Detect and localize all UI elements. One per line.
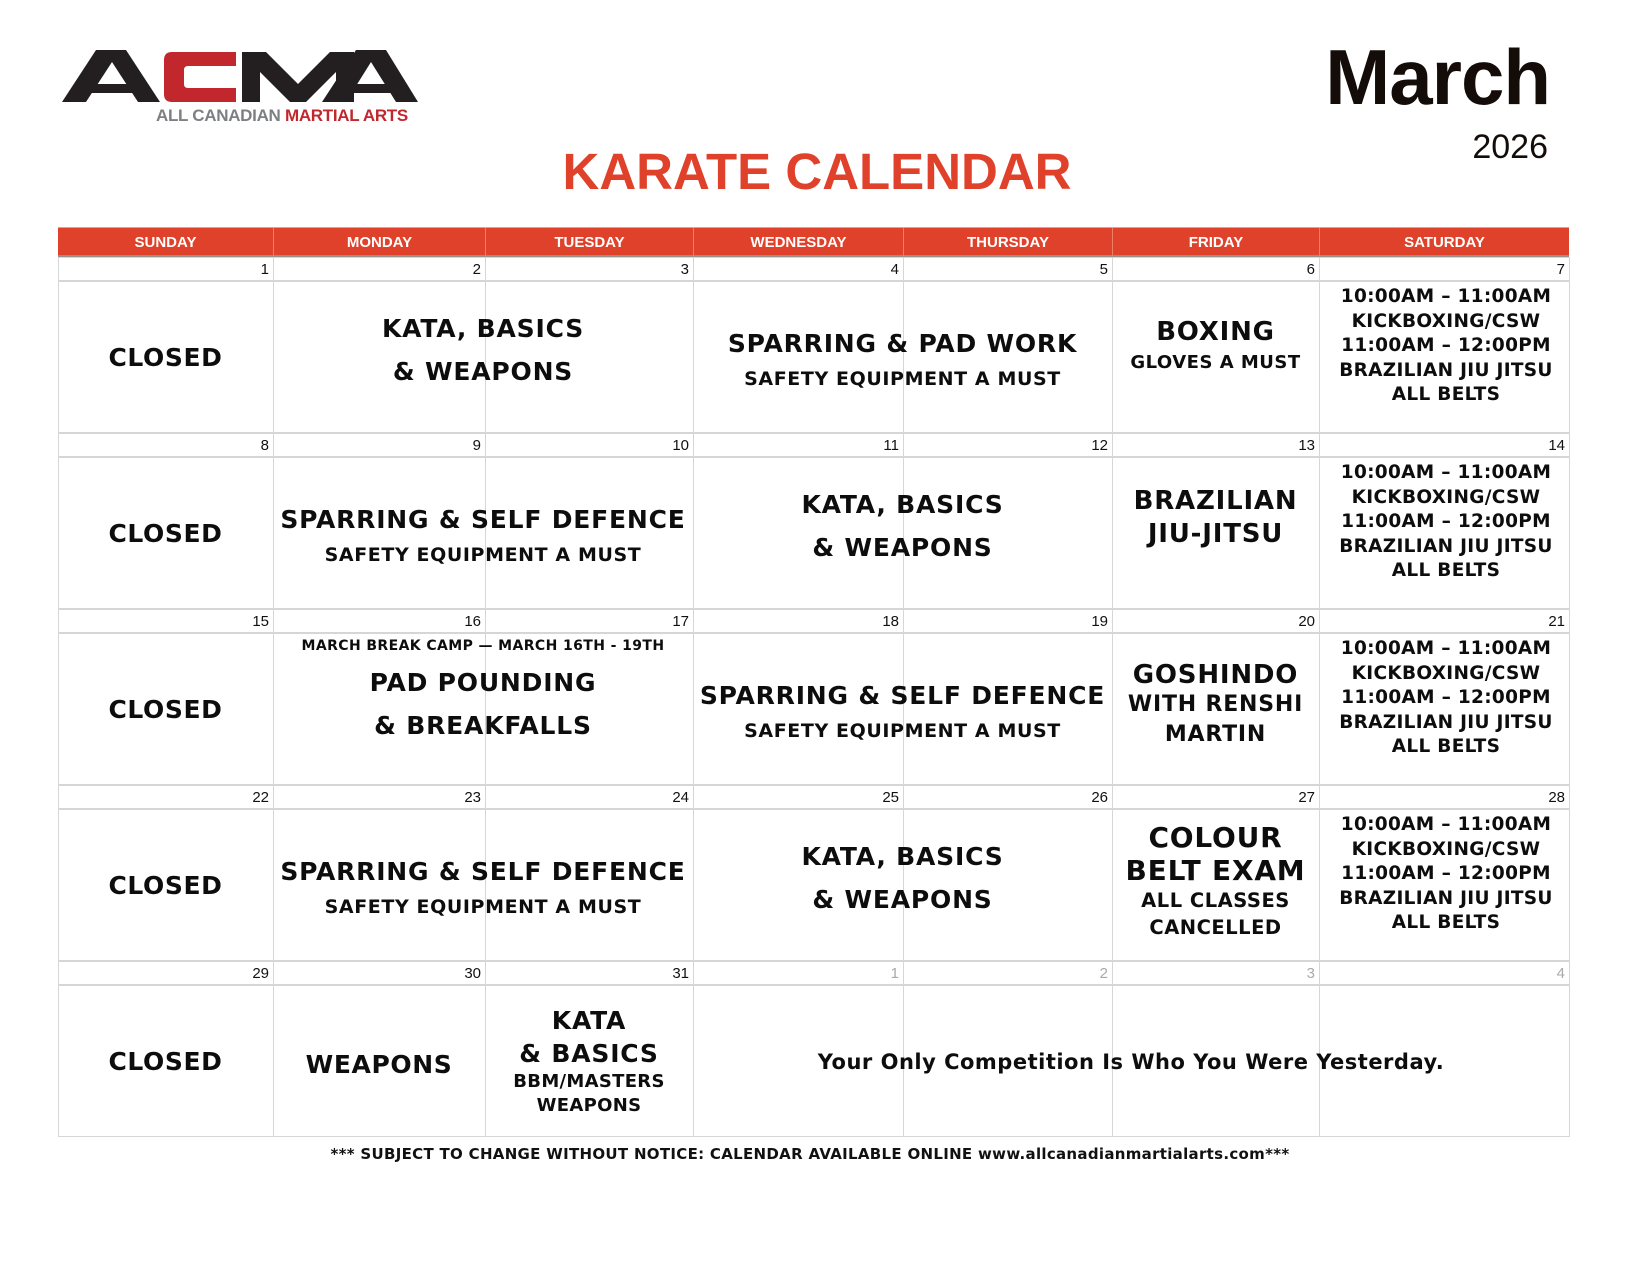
date-cell-saturday[interactable] [1319, 609, 1570, 633]
saturday-schedule-line: 11:00AM – 12:00PM [1341, 863, 1551, 884]
saturday-schedule-line: KICKBOXING/CSW [1351, 662, 1541, 684]
date-cell-thursday[interactable] [903, 609, 1113, 633]
date-number: 5 [1099, 261, 1108, 278]
saturday-schedule-line: KICKBOXING/CSW [1351, 838, 1541, 860]
event-line: KATA, BASICS [801, 842, 1004, 871]
event-title: SPARRING & SELF DEFENCE [280, 856, 686, 886]
date-number: 6 [1306, 261, 1315, 278]
date-cell-sunday[interactable] [58, 257, 274, 281]
date-cell-sunday[interactable] [58, 433, 274, 457]
event-span [273, 281, 693, 433]
date-number: 26 [1091, 789, 1108, 806]
date-number: 2 [1099, 965, 1108, 982]
quote-text: Your Only Competition Is Who You Were Yesterday. [817, 1050, 1445, 1074]
saturday-schedule-line: 10:00AM – 11:00AM [1340, 638, 1552, 659]
date-number: 13 [1298, 437, 1315, 454]
date-number: 3 [1306, 965, 1315, 982]
date-number: 16 [464, 613, 481, 630]
date-number: 2 [472, 261, 481, 278]
date-cell-monday[interactable] [273, 609, 486, 633]
event-closed-label: CLOSED [108, 870, 223, 900]
date-cell-monday[interactable] [273, 433, 486, 457]
date-cell-tuesday[interactable] [485, 785, 694, 809]
event-subtitle: GLOVES A MUST [1130, 352, 1301, 373]
date-number: 29 [252, 965, 269, 982]
date-number: 14 [1548, 437, 1565, 454]
event-line: BBM/MASTERS [513, 1071, 665, 1092]
event-line: BELT EXAM [1125, 854, 1306, 887]
date-cell-wednesday[interactable] [693, 961, 904, 985]
date-cell-tuesday[interactable] [485, 433, 694, 457]
event-closed [58, 809, 273, 961]
date-cell-wednesday[interactable] [693, 433, 904, 457]
date-cell-saturday[interactable] [1319, 961, 1570, 985]
event-tuesday [485, 985, 693, 1137]
date-number: 4 [1556, 965, 1565, 982]
date-cell-friday[interactable] [1112, 433, 1320, 457]
date-number: 23 [464, 789, 481, 806]
date-cell-saturday[interactable] [1319, 257, 1570, 281]
event-closed [58, 633, 273, 785]
date-cell-tuesday[interactable] [485, 961, 694, 985]
saturday-schedule-line: BRAZILIAN JIU JITSU [1339, 359, 1553, 381]
logo-tagline-gray: ALL CANADIAN [156, 106, 281, 125]
event-span [693, 457, 1112, 609]
event-line: KATA [551, 1006, 627, 1035]
event-line: WEAPONS [536, 1095, 642, 1116]
event-closed-label: CLOSED [108, 694, 223, 724]
saturday-schedule-line: BRAZILIAN JIU JITSU [1339, 711, 1553, 733]
saturday-schedule-line: 11:00AM – 12:00PM [1341, 687, 1551, 708]
event-line: COLOUR [1148, 821, 1283, 854]
date-number: 28 [1548, 789, 1565, 806]
event-title: BOXING [1156, 317, 1275, 347]
date-number: 19 [1091, 613, 1108, 630]
date-number: 12 [1091, 437, 1108, 454]
event-subtitle: SAFETY EQUIPMENT A MUST [744, 719, 1061, 742]
event-span [273, 457, 693, 609]
calendar-title: KARATE CALENDAR [562, 143, 1072, 200]
event-title: SPARRING & SELF DEFENCE [699, 680, 1106, 710]
saturday-schedule-line: ALL BELTS [1391, 912, 1501, 933]
date-number: 9 [472, 437, 481, 454]
weekday-thursday: THURSDAY [903, 228, 1112, 256]
date-cell-thursday[interactable] [903, 961, 1113, 985]
event-line: ALL CLASSES [1141, 889, 1290, 912]
weekday-sunday: SUNDAY [134, 234, 197, 251]
event-closed-label: CLOSED [108, 518, 223, 548]
logo-tagline-red: MARTIAL ARTS [284, 106, 408, 125]
event-line: GOSHINDO [1132, 660, 1299, 690]
event-friday [1112, 457, 1319, 609]
event-span [693, 809, 1112, 961]
date-number: 15 [252, 613, 269, 630]
date-number: 7 [1556, 261, 1565, 278]
date-cell-sunday[interactable] [58, 609, 274, 633]
event-subtitle: SAFETY EQUIPMENT A MUST [324, 895, 642, 918]
event-closed [58, 281, 273, 433]
event-line: WITH RENSHI [1127, 692, 1304, 717]
date-cell-friday[interactable] [1112, 961, 1320, 985]
event-line: CANCELLED [1149, 916, 1282, 939]
saturday-schedule-line: ALL BELTS [1391, 736, 1501, 757]
weekday-header-row [58, 227, 1569, 257]
date-cell-saturday[interactable] [1319, 785, 1570, 809]
event-span [273, 633, 693, 785]
motivational-quote [693, 985, 1569, 1137]
event-line: BRAZILIAN [1133, 486, 1298, 516]
date-cell-wednesday[interactable] [693, 785, 904, 809]
weekday-wednesday: WEDNESDAY [693, 228, 903, 256]
event-subtitle: SAFETY EQUIPMENT A MUST [744, 367, 1061, 390]
event-monday [273, 985, 485, 1137]
date-number: 8 [260, 437, 269, 454]
event-closed-label: CLOSED [108, 342, 223, 372]
footer-disclaimer: *** SUBJECT TO CHANGE WITHOUT NOTICE: CALENDAR AVAILABLE ONLINE www.allcanadianmartialarts.com*** [330, 1145, 1290, 1163]
date-number: 17 [672, 613, 689, 630]
date-number: 20 [1298, 613, 1315, 630]
event-saturday [1319, 809, 1569, 961]
date-number: 30 [464, 965, 481, 982]
date-cell-friday[interactable] [1112, 257, 1320, 281]
event-note: MARCH BREAK CAMP — MARCH 16TH - 19TH [301, 638, 665, 654]
date-number: 21 [1548, 613, 1565, 630]
acma-logo-mark-icon [60, 44, 420, 104]
saturday-schedule-line: 10:00AM – 11:00AM [1340, 286, 1552, 307]
event-title: SPARRING & PAD WORK [727, 328, 1078, 358]
date-number: 31 [672, 965, 689, 982]
event-span [273, 809, 693, 961]
event-closed-label: CLOSED [108, 1046, 223, 1076]
date-number: 1 [260, 261, 269, 278]
date-cell-friday[interactable] [1112, 785, 1320, 809]
event-closed [58, 457, 273, 609]
event-line: WEAPONS [305, 1049, 453, 1079]
event-line: PAD POUNDING [369, 668, 597, 697]
date-cell-sunday[interactable] [58, 961, 274, 985]
weekday-saturday: SATURDAY [1319, 228, 1569, 256]
logo-tagline [156, 106, 408, 126]
date-cell-wednesday[interactable] [693, 257, 904, 281]
event-title: SPARRING & SELF DEFENCE [280, 504, 686, 534]
event-saturday [1319, 281, 1569, 433]
date-cell-monday[interactable] [273, 961, 486, 985]
event-friday [1112, 281, 1319, 433]
event-line: KATA, BASICS [801, 490, 1004, 519]
event-span [693, 633, 1112, 785]
date-number: 22 [252, 789, 269, 806]
event-saturday [1319, 457, 1569, 609]
event-line: & WEAPONS [812, 885, 993, 914]
date-cell-sunday[interactable] [58, 785, 274, 809]
date-number: 24 [672, 789, 689, 806]
event-line: KATA, BASICS [381, 314, 585, 343]
weekday-tuesday: TUESDAY [485, 228, 693, 256]
event-subtitle: SAFETY EQUIPMENT A MUST [324, 543, 642, 566]
saturday-schedule-line: ALL BELTS [1391, 560, 1501, 581]
weekday-monday: MONDAY [273, 228, 485, 256]
month-heading: March [1325, 33, 1550, 121]
event-line: & BASICS [519, 1039, 659, 1068]
date-number: 10 [672, 437, 689, 454]
date-cell-thursday[interactable] [903, 257, 1113, 281]
saturday-schedule-line: 10:00AM – 11:00AM [1340, 462, 1552, 483]
event-friday [1112, 633, 1319, 785]
date-cell-monday[interactable] [273, 257, 486, 281]
saturday-schedule-line: ALL BELTS [1391, 384, 1501, 405]
date-cell-monday[interactable] [273, 785, 486, 809]
saturday-schedule-line: BRAZILIAN JIU JITSU [1339, 887, 1553, 909]
saturday-schedule-line: 10:00AM – 11:00AM [1340, 814, 1552, 835]
event-line: & BREAKFALLS [374, 711, 592, 740]
date-number: 27 [1298, 789, 1315, 806]
date-number: 4 [890, 261, 899, 278]
event-saturday [1319, 633, 1569, 785]
event-span [693, 281, 1112, 433]
date-cell-thursday[interactable] [903, 785, 1113, 809]
date-cell-wednesday[interactable] [693, 609, 904, 633]
event-line: JIU-JITSU [1147, 519, 1284, 549]
saturday-schedule-line: 11:00AM – 12:00PM [1341, 511, 1551, 532]
saturday-schedule-line: BRAZILIAN JIU JITSU [1339, 535, 1553, 557]
saturday-schedule-line: 11:00AM – 12:00PM [1341, 335, 1551, 356]
date-cell-friday[interactable] [1112, 609, 1320, 633]
event-line: MARTIN [1164, 722, 1267, 747]
date-cell-thursday[interactable] [903, 433, 1113, 457]
date-number: 3 [680, 261, 689, 278]
saturday-schedule-line: KICKBOXING/CSW [1351, 310, 1541, 332]
saturday-schedule-line: KICKBOXING/CSW [1351, 486, 1541, 508]
date-number: 25 [882, 789, 899, 806]
event-friday [1112, 809, 1319, 961]
weekday-friday: FRIDAY [1112, 228, 1319, 256]
year-heading: 2026 [1472, 128, 1548, 166]
event-line: & WEAPONS [392, 357, 574, 386]
event-closed [58, 985, 273, 1137]
date-cell-tuesday[interactable] [485, 609, 694, 633]
date-number: 11 [883, 437, 899, 454]
date-cell-saturday[interactable] [1319, 433, 1570, 457]
date-number: 1 [890, 965, 899, 982]
date-number: 18 [882, 613, 899, 630]
date-cell-tuesday[interactable] [485, 257, 694, 281]
event-line: & WEAPONS [812, 533, 993, 562]
acma-logo [60, 44, 420, 126]
